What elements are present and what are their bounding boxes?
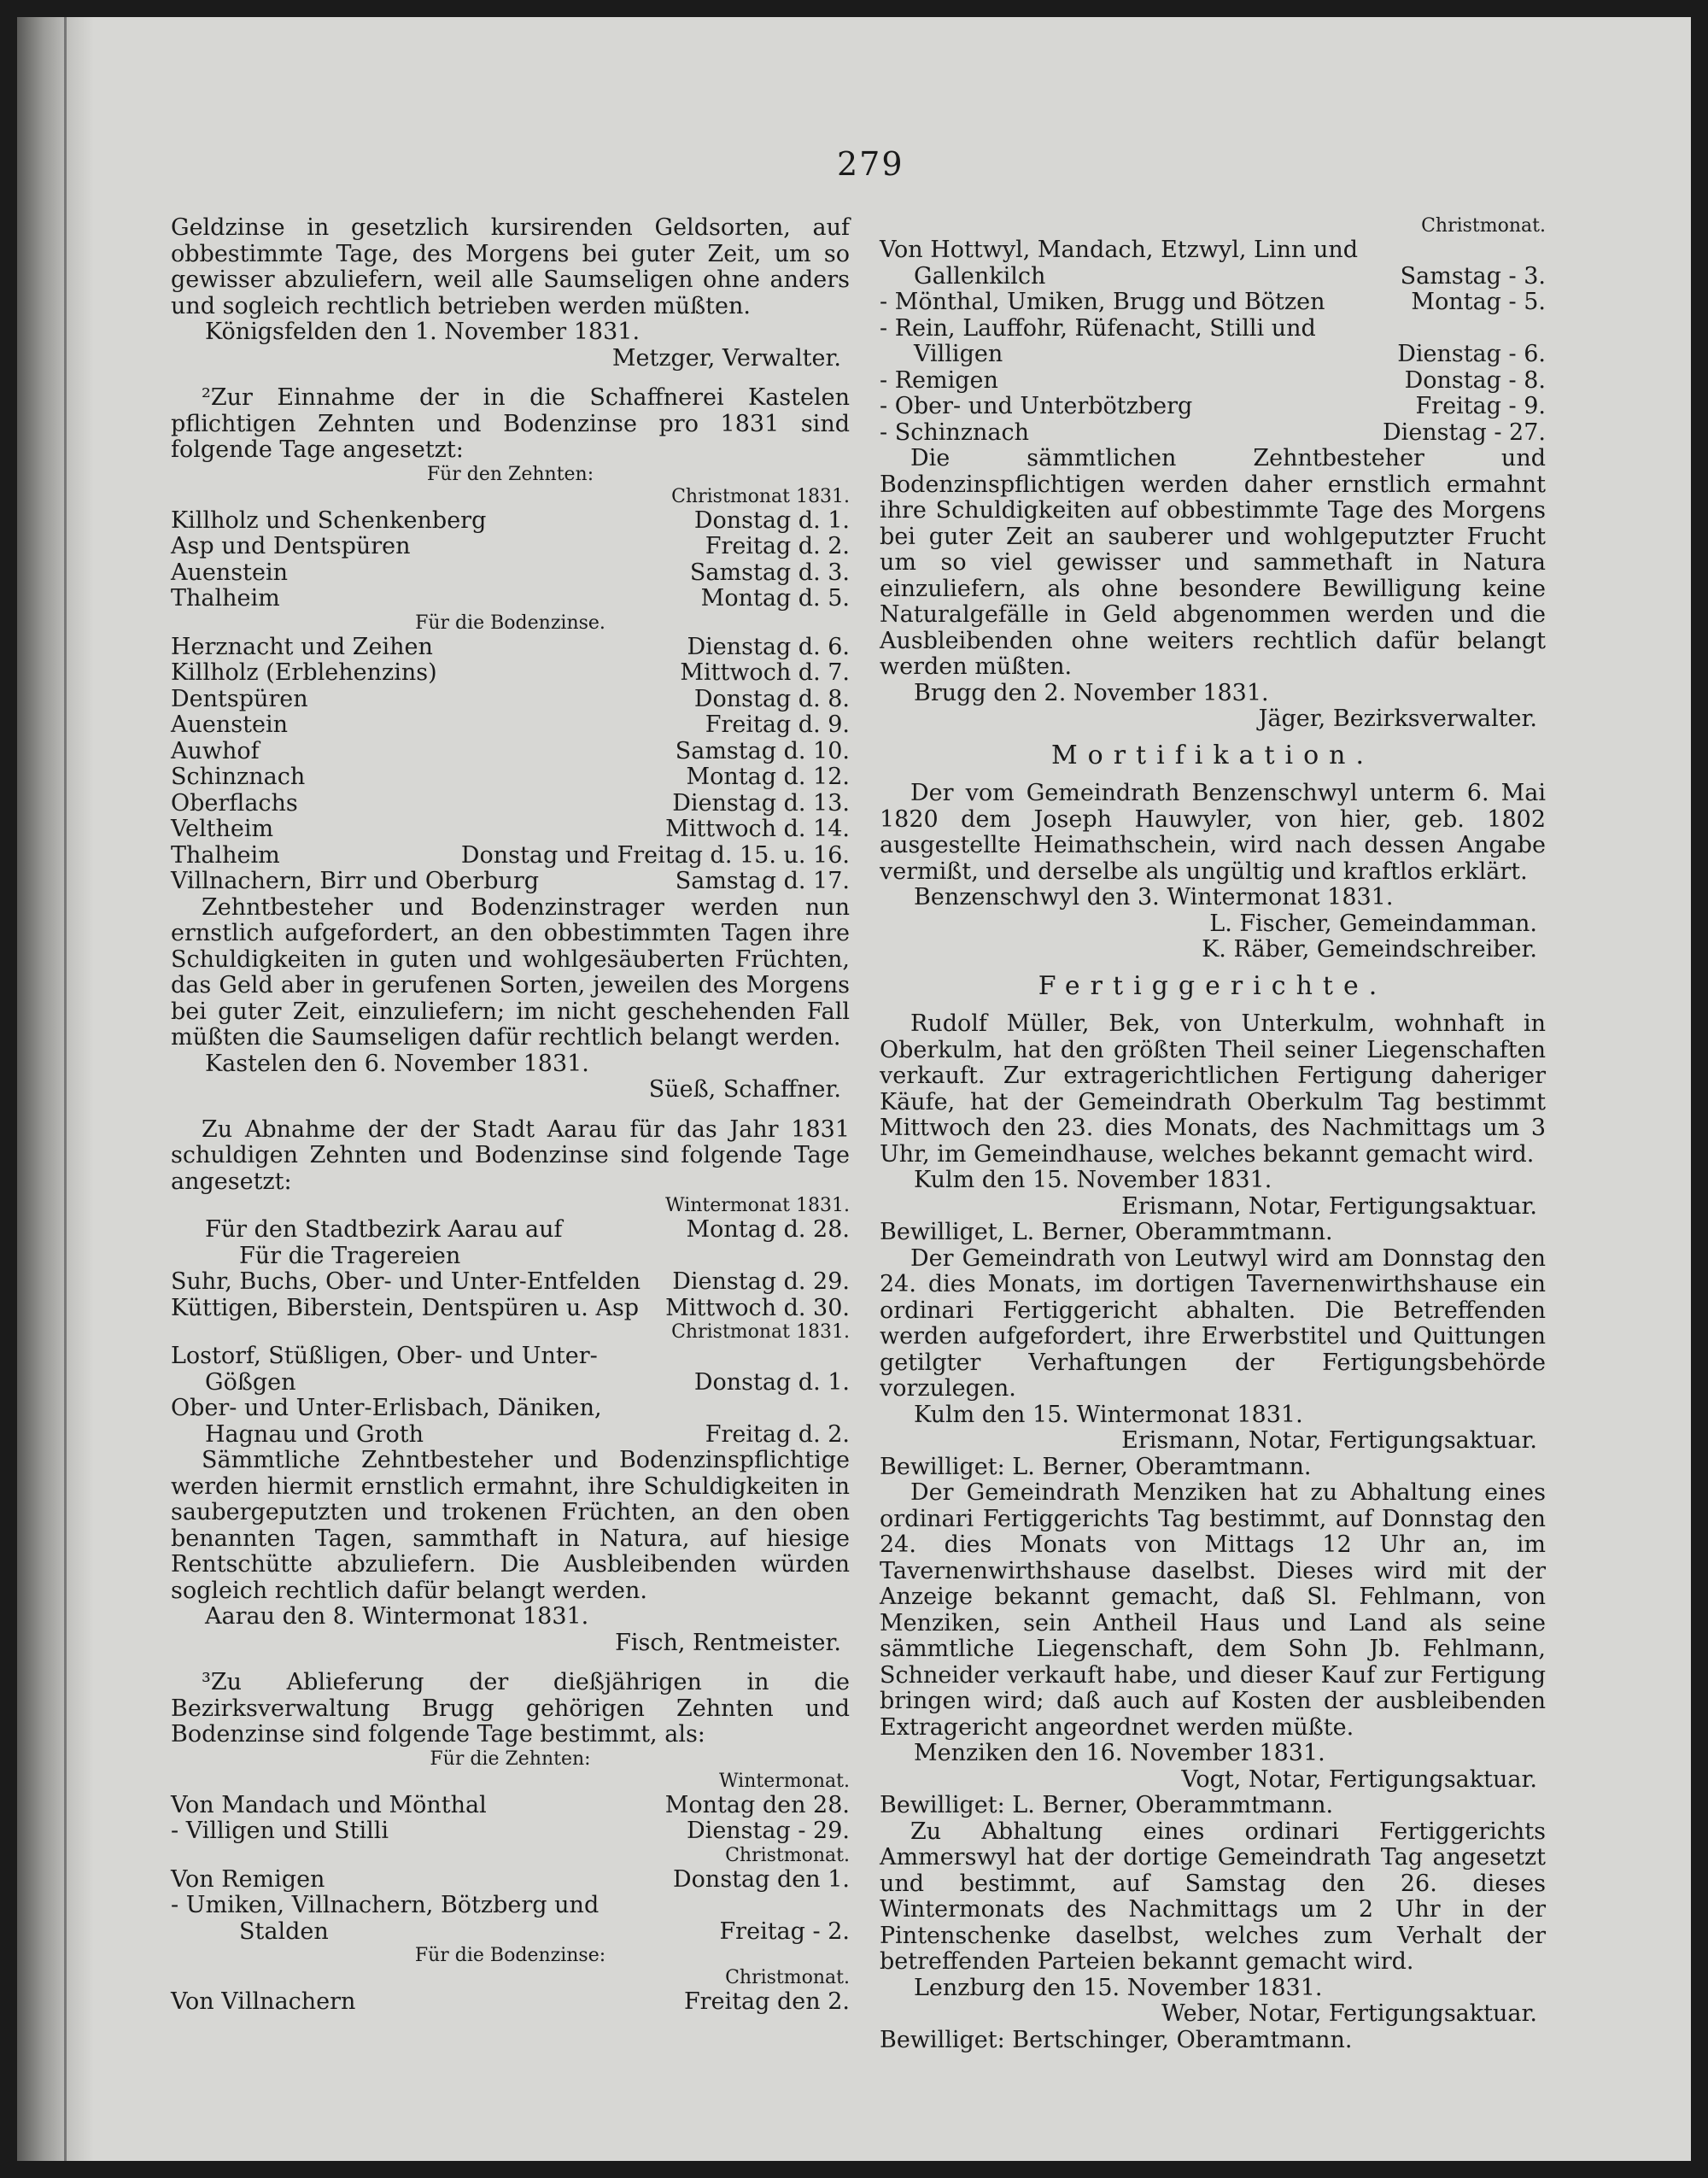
notice-brugg-text: Die sämmtlichen Zehntbesteher und Bodenzinspflichtigen werden daher ernstlich ermahnt ihre Schuldigkeiten auf obbestimmte Tage des Morgens bei guter Zeit an sauberer und wohlgeputzter Frucht um so viel gewisser und sammethaft in Natura einzuliefern, als ohne besondere Bewilligung keine Naturalgefälle in Geld abgenommen werden und die Ausbleibenden ohne weiters rechtlich dafür belangt werden müßten. <box>880 445 1546 680</box>
fertiggericht-menziken-signature: Vogt, Notar, Fertigungsaktuar. <box>1181 1765 1537 1793</box>
section-heading-mortifikation: Mortifikation. <box>1050 740 1375 770</box>
kastelen-bodenzinse-list <box>171 635 850 895</box>
schedule-row: Villnachern, Birr und Oberburg Samstag d. 17. <box>171 868 850 894</box>
schedule-row: Küttigen, Biberstein, Dentspüren u. Asp Mittwoch d. 30. <box>171 1294 850 1321</box>
fertiggericht-ammerswyl-approval: Bewilliget: Bertschinger, Oberamtmann. <box>880 2026 1353 2053</box>
notice-kastelen-date: Kastelen den 6. November 1831. <box>205 1050 589 1077</box>
kastelen-subheading-bodenzinse: Für die Bodenzinse. <box>415 612 605 634</box>
notice-koenigsfelden-date: Königsfelden den 1. November 1831. <box>205 319 640 345</box>
left-column <box>171 215 850 2016</box>
fertiggericht-leutwyl-date: Kulm den 15. Wintermonat 1831. <box>914 1401 1303 1428</box>
schedule-row: Killholz und Schenkenberg Donstag d. 1. <box>171 506 850 534</box>
notice-brugg-date: Brugg den 2. November 1831. <box>914 679 1269 706</box>
schedule-row: Von Mandach und Mönthal Montag den 28. <box>171 1791 850 1818</box>
aarau-month-label-2: Christmonat 1831. <box>671 1321 850 1343</box>
schedule-row: Auenstein Freitag d. 9. <box>171 711 850 738</box>
schedule-row-label: Von Hottwyl, Mandach, Etzwyl, Linn und <box>880 237 1359 263</box>
schedule-row: Dentspüren Donstag d. 8. <box>171 685 850 712</box>
notice-brugg-signature: Jäger, Bezirksverwalter. <box>1258 706 1537 732</box>
notice-kastelen-signature: Süeß, Schaffner. <box>648 1076 841 1103</box>
fertiggericht-leutwyl-signature: Erismann, Notar, Fertigungsaktuar. <box>1121 1427 1537 1454</box>
brugg-month-label-2: Christmonat. <box>725 1844 850 1866</box>
fertiggericht-leutwyl-approval: Bewilliget: L. Berner, Oberamtmann. <box>880 1453 1312 1480</box>
notice-kastelen-intro: ²Zur Einnahme der in die Schaffnerei Kastelen pflichtigen Zehnten und Bodenzinse pro 1831 sind folgende Tage angesetzt: <box>171 384 850 463</box>
schedule-row: Gallenkilch Samstag ‑ 3. <box>914 262 1546 290</box>
schedule-row: Von Villnachern Freitag den 2. <box>171 1988 850 2015</box>
schedule-row-label: Ober- und Unter-Erlisbach, Däniken, <box>171 1395 602 1421</box>
notice-brugg-intro: ³Zu Ablieferung der dießjährigen in die Bezirksverwaltung Brugg gehörigen Zehnten und Bodenzinse sind folgende Tage bestimmt, als: <box>171 1669 850 1748</box>
schedule-row: ‑ Villigen und Stilli Dienstag ‑ 29. <box>171 1818 850 1844</box>
notice-aarau-text: Sämmtliche Zehntbesteher und Bodenzinspflichtige werden hiermit ernstlich ermahnt, ihre Schuldigkeiten in saubergeputzten und trokenen Früchten, an den oben benannten Tagen, sammthaft in Natura, auf hiesige Rentschütte abzuliefern. Die Ausbleibenden würden sogleich rechtlich dafür belangt werden. <box>171 1447 850 1604</box>
schedule-row-label: ‑ Rein, Lauffohr, Rüfenacht, Stilli und <box>880 314 1316 342</box>
schedule-row: Thalheim Donstag und Freitag d. 15. u. 16. <box>171 841 850 869</box>
notice-aarau-signature: Fisch, Rentmeister. <box>615 1629 841 1656</box>
mortifikation-signature-1: L. Fischer, Gemeindamman. <box>1209 910 1537 937</box>
kastelen-subheading-zehnten: Für den Zehnten: <box>426 463 594 485</box>
fertiggericht-ammerswyl-text: Zu Abhaltung eines ordinari Fertiggerichts Ammerswyl hat der dortige Gemeindrath Tag angesetzt und bestimmt, auf Samstag den 26. dieses Wintermonats des Nachmittags um 2 Uhr in der Pintenschenke daselbst, welches zum Verhalt der betreffenden Parteien bekannt gemacht wird. <box>880 1818 1546 1975</box>
notice-kastelen-text: Zehntbesteher und Bodenzinstrager werden nun ernstlich aufgefordert, an den obbestimmten Tagen ihre Schuldigkeiten in guten und wohlgesäuberten Früchten, das Geld aber in gerufenen Sorten, jeweilen des Morgens bei guter Zeit, einzuliefern; im nicht geschehenden Fall müßten die Saumseligen dafür rechtlich belangt werden. <box>171 893 850 1051</box>
book-spine-shadow <box>17 17 94 2161</box>
schedule-row: Schinznach Montag d. 12. <box>171 764 850 790</box>
mortifikation-text: Der vom Gemeindrath Benzenschwyl unterm 6. Mai 1820 dem Joseph Hauwyler, von hier, geb. 1802 ausgestellte Heimathschein, wird nach dessen Angabe vermißt, und derselbe als ungültig und kraftlos erklärt. <box>880 780 1546 885</box>
kastelen-month-label: Christmonat 1831. <box>671 485 850 507</box>
schedule-row: Herznacht und Zeihen Dienstag d. 6. <box>171 633 850 660</box>
mortifikation-date: Benzenschwyl den 3. Wintermonat 1831. <box>914 884 1394 910</box>
schedule-row: Thalheim Montag d. 5. <box>171 585 850 612</box>
schedule-row: ‑ Remigen Donstag ‑ 8. <box>880 366 1546 394</box>
notice-koenigsfelden-signature: Metzger, Verwalter. <box>611 344 841 372</box>
page-number: 279 <box>837 145 904 183</box>
schedule-row: Auwhof Samstag d. 10. <box>171 737 850 764</box>
schedule-row: Killholz (Erblehenzins) Mittwoch d. 7. <box>171 659 850 686</box>
fertiggericht-oberkulm-signature: Erismann, Notar, Fertigungsaktuar. <box>1121 1192 1537 1220</box>
schedule-row: ‑ Mönthal, Umiken, Brugg und Bötzen Montag ‑ 5. <box>880 289 1546 315</box>
scanned-page <box>17 17 1691 2161</box>
schedule-row: Stalden Freitag ‑ 2. <box>239 1917 850 1945</box>
schedule-row: Gößgen Donstag d. 1. <box>205 1368 850 1396</box>
fertiggericht-ammerswyl-signature: Weber, Notar, Fertigungsaktuar. <box>1161 2000 1537 2027</box>
fertiggericht-menziken-approval: Bewilliget: L. Berner, Oberammtmann. <box>880 1792 1334 1818</box>
brugg-month-label-continued: Christmonat. <box>1421 215 1546 237</box>
aarau-month-label-1: Wintermonat 1831. <box>664 1195 850 1216</box>
schedule-row: Auenstein Samstag d. 3. <box>171 559 850 586</box>
brugg-subheading-bodenzinse: Für die Bodenzinse: <box>414 1945 606 1966</box>
notice-aarau-intro: Zu Abnahme der der Stadt Aarau für das Jahr 1831 schuldigen Zehnten und Bodenzinse sind folgende Tage angesetzt: <box>171 1115 850 1195</box>
schedule-row: Veltheim Mittwoch d. 14. <box>171 816 850 842</box>
brugg-subheading-zehnten: Für die Zehnten: <box>430 1748 591 1770</box>
fertiggericht-oberkulm-date: Kulm den 15. November 1831. <box>914 1167 1272 1193</box>
schedule-row: Suhr, Buchs, Ober- und Unter-Entfelden Dienstag d. 29. <box>171 1268 850 1295</box>
schedule-row: Für den Stadtbezirk Aarau auf Montag d. 28. <box>205 1216 850 1243</box>
page-edge <box>64 17 67 2161</box>
fertiggericht-leutwyl-text: Der Gemeindrath von Leutwyl wird am Donnstag den 24. dies Monats, im dortigen Tavernenwirthshause ein ordinari Fertiggericht abhalten. Die Betreffenden werden aufgefordert, ihre Erwerbstitel und Quittungen getilgter Verhaftungen der Fertigungsbehörde vorzulegen. <box>880 1244 1546 1402</box>
right-column <box>880 215 1546 2053</box>
schedule-row: Hagnau und Groth Freitag d. 2. <box>205 1420 850 1448</box>
schedule-row-label: ‑ Umiken, Villnachern, Bötzberg und <box>171 1892 600 1918</box>
schedule-row: Von Remigen Donstag den 1. <box>171 1865 850 1893</box>
schedule-row: ‑ Ober- und Unterbötzberg Freitag ‑ 9. <box>880 393 1546 419</box>
fertiggericht-oberkulm-approval: Bewilliget, L. Berner, Oberammtmann. <box>880 1219 1333 1245</box>
notice-aarau-date: Aarau den 8. Wintermonat 1831. <box>205 1603 589 1630</box>
fertiggericht-ammerswyl-date: Lenzburg den 15. November 1831. <box>914 1974 1323 2001</box>
schedule-row: Asp und Dentspüren Freitag d. 2. <box>171 533 850 559</box>
fertiggericht-oberkulm-text: Rudolf Müller, Bek, von Unterkulm, wohnhaft in Oberkulm, hat den größten Theil seiner Liegenschaften verkauft. Zur extragerichtlichen Fertigung daheriger Käufe, hat der Gemeindrath Oberkulm Tag bestimmt Mittwoch den 23. dies Monats, des Nachmittags um 3 Uhr, im Gemeindhause, welches bekannt gemacht wird. <box>880 1010 1546 1168</box>
brugg-month-label-3: Christmonat. <box>725 1967 850 1988</box>
schedule-row: Villigen Dienstag ‑ 6. <box>914 341 1546 367</box>
fertiggericht-menziken-text: Der Gemeindrath Menziken hat zu Abhaltung eines ordinari Fertiggerichts Tag bestimmt, auf Donnstag den 24. dies Monats von Mittags 12 Uhr an, im Tavernenwirthshause daselbst. Dieses wird mit der Anzeige bekannt gemacht, daß Sl. Fehlmann, von Menziken, sein Antheil Haus und Land als seine sämmtliche Liegenschaft, dem Sohn Jb. Fehlmann, Schneider verkauft habe, und dieser Kauf zur Fertigung bringen wird; daß auch auf Kosten der ausbleibenden Extragericht angeordnet werden müßte. <box>880 1479 1546 1741</box>
schedule-row: Oberflachs Dienstag d. 13. <box>171 789 850 817</box>
kastelen-zehnten-list <box>171 508 850 612</box>
schedule-row: ‑ Schinznach Dienstag ‑ 27. <box>880 419 1546 446</box>
mortifikation-signature-2: K. Räber, Gemeindschreiber. <box>1202 936 1537 963</box>
schedule-row-label: Für die Tragereien <box>239 1242 461 1269</box>
fertiggericht-menziken-date: Menziken den 16. November 1831. <box>914 1740 1325 1766</box>
notice-koenigsfelden-text: Geldzinse in gesetzlich kursirenden Geldsorten, auf obbestimmte Tage, des Morgens bei guter Zeit, um so gewisser abzuliefern, weil alle Saumseligen ohne anders und sogleich rechtlich betrieben werden müßten. <box>171 214 850 319</box>
section-heading-fertiggerichte: Fertiggerichte. <box>1038 970 1388 1001</box>
schedule-row-label: Lostorf, Stüßligen, Ober- und Unter- <box>171 1343 598 1369</box>
brugg-month-label-1: Wintermonat. <box>718 1770 850 1792</box>
